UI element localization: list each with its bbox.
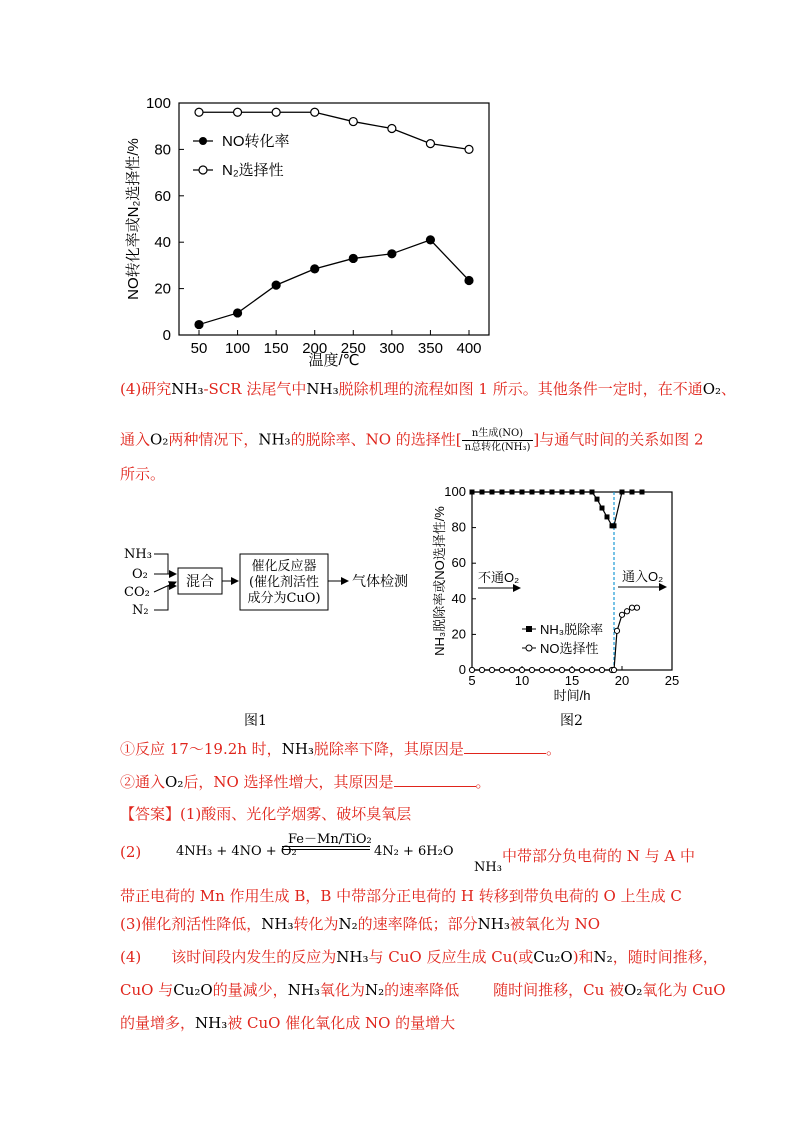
- chart2-point: [470, 490, 475, 495]
- answer-4-line2: [120, 979, 726, 1000]
- chart2-point: [479, 667, 484, 672]
- text-span: )和: [572, 948, 594, 966]
- text-span: 被氧化为 NO: [509, 915, 601, 933]
- text-span: (4): [120, 948, 142, 966]
- chart2-xtick-label: 15: [564, 673, 580, 688]
- chart2-point: [550, 490, 555, 495]
- chart2-series-line: [472, 492, 642, 526]
- chart1-xtick-label: 50: [190, 340, 208, 357]
- answer-blank[interactable]: [394, 774, 476, 787]
- formula-n2: N₂: [593, 948, 613, 966]
- chart2-point: [605, 514, 610, 519]
- conversion-selectivity-chart: [110, 90, 500, 375]
- paragraph-4-line2: [120, 427, 704, 454]
- reaction-equation: [176, 830, 454, 870]
- chart2-ytick-label: 0: [458, 662, 466, 677]
- fraction-numerator: n生成(NO): [462, 427, 534, 441]
- chart2-point: [490, 490, 495, 495]
- chart2-point: [600, 506, 605, 511]
- paragraph-4-line3: 所示。: [120, 465, 166, 483]
- chart1-point: [311, 265, 319, 273]
- chart2-point: [590, 490, 595, 495]
- chart2-point: [629, 605, 634, 610]
- legend-label-no-conversion: NO转化率: [222, 133, 290, 150]
- text-span: 两种情况下，: [168, 430, 259, 449]
- formula-o2: O₂: [150, 430, 169, 449]
- text-span: ②通入: [120, 773, 166, 791]
- text-span: (4)研究: [120, 380, 172, 398]
- formula-nh3: NH₃: [281, 740, 314, 758]
- formula-nh3: NH₃: [474, 860, 502, 875]
- chart2-point: [624, 609, 629, 614]
- chart1-ytick-label: 20: [154, 280, 171, 298]
- flow-diagram: [110, 530, 430, 640]
- chart1-point: [349, 118, 357, 126]
- legend-marker-no: [199, 137, 207, 145]
- chart2-xlabel: 时间/h: [553, 688, 591, 703]
- chart2-point: [529, 667, 534, 672]
- text-span: 脱除率下降，其原因是: [313, 740, 464, 758]
- fraction-denominator: n总转化(NH₃): [464, 442, 531, 453]
- chart1-ytick-label: 40: [154, 234, 171, 252]
- chart1-point: [388, 250, 396, 258]
- answer-2-label: (2): [120, 843, 142, 861]
- reactor-label-1: 催化反应器: [251, 559, 317, 574]
- chart1-point: [426, 140, 434, 148]
- chart2-point: [569, 667, 574, 672]
- formula-nh3: NH₃: [258, 430, 291, 449]
- chart2-point: [540, 490, 545, 495]
- answer-3: [120, 913, 600, 934]
- answer-2-line1: [474, 845, 695, 875]
- annotation-with-o2: 通入O₂: [622, 569, 664, 584]
- text-span: 的量增多，: [120, 1014, 196, 1032]
- text-span: 。: [475, 773, 491, 791]
- text-span: 与 CuO 反应生成 Cu(或: [368, 948, 534, 966]
- detection-label: 气体检测: [352, 574, 408, 590]
- text-span: 、: [721, 380, 737, 398]
- reactor-label-3: 成分为CuO): [247, 591, 321, 606]
- chart2-point: [509, 667, 514, 672]
- question-1: [120, 738, 561, 759]
- text-span: 的脱除率、NO 的选择性[: [290, 430, 462, 449]
- chart2-point: [510, 490, 515, 495]
- chart2-point: [549, 667, 554, 672]
- equation-condition: Fe－Mn/TiO₂: [288, 832, 372, 847]
- chart2-point: [634, 605, 639, 610]
- chart1-point: [465, 276, 473, 284]
- chart2-point: [614, 628, 619, 633]
- text-span: 后，NO 选择性增大，其原因是: [183, 773, 394, 791]
- legend2-label-no: NO选择性: [540, 641, 599, 656]
- chart1-svg: [110, 90, 500, 375]
- chart2-point: [589, 667, 594, 672]
- chart1-point: [195, 108, 203, 116]
- chart2-point: [595, 497, 600, 502]
- chart1-ytick-label: 100: [145, 95, 171, 112]
- chart1-point: [388, 125, 396, 133]
- text-span: ，随时间推移，: [612, 948, 718, 966]
- formula-o2: O₂: [702, 380, 722, 398]
- chart2-xtick-label: 25: [664, 673, 680, 688]
- arrow-co2: [154, 582, 176, 592]
- chart2-point: [559, 667, 564, 672]
- text-span: (3)催化剂活性降低，: [120, 915, 262, 933]
- text-span: 。: [545, 740, 561, 758]
- removal-selectivity-chart: [430, 482, 690, 730]
- chart2-point: [500, 490, 505, 495]
- legend2-marker-no: [526, 645, 532, 651]
- equation-reactants: 4NH₃ + 4NO + O₂: [176, 844, 297, 859]
- chart2-ytick-label: 40: [451, 590, 466, 606]
- equation-products: 4N₂ + 6H₂O: [374, 844, 454, 859]
- paragraph-4-line1: [120, 378, 736, 399]
- text-span: 的量减少，: [212, 981, 288, 999]
- formula-nh3: NH₃: [195, 1014, 228, 1032]
- chart2-ytick-label: 60: [451, 555, 466, 571]
- text-span: CuO 与: [120, 981, 174, 999]
- formula-cu2o: Cu₂O: [533, 948, 573, 966]
- chart2-series-line: [472, 608, 637, 670]
- text-span: 随时间推移，Cu 被: [493, 981, 625, 999]
- text-span: 中带部分负电荷的 N 与 A 中: [501, 847, 695, 865]
- chart1-point: [426, 236, 434, 244]
- text-span: 被 CuO 催化氧化成 NO 的量增大: [227, 1014, 456, 1032]
- formula-n2: N₂: [338, 915, 358, 933]
- flow-diagram-svg: [110, 530, 430, 640]
- formula-o2: O₂: [165, 773, 184, 791]
- text-span: 脱除机理的流程如图 1 所示。其他条件一定时，在不通: [338, 380, 703, 398]
- text-span: 氧化为: [319, 981, 365, 999]
- formula-nh3: NH₃: [336, 948, 369, 966]
- chart1-point: [311, 108, 319, 116]
- formula-cu2o: Cu₂O: [173, 981, 213, 999]
- text-span: 的速率降低；部分: [357, 915, 478, 933]
- chart1-xtick-label: 400: [456, 340, 482, 357]
- chart2-point: [469, 667, 474, 672]
- chart2-point: [611, 667, 616, 672]
- selectivity-fraction: [462, 427, 534, 454]
- formula-nh3: NH₃: [171, 380, 204, 398]
- chart2-point: [599, 667, 604, 672]
- text-span: -SCR 法尾气中: [203, 380, 307, 398]
- chart2-point: [519, 667, 524, 672]
- chart2-point: [530, 490, 535, 495]
- chart1-xtick-label: 200: [302, 340, 328, 357]
- chart1-point: [234, 108, 242, 116]
- legend-marker-n2: [199, 166, 207, 174]
- annotation-no-o2: 不通O₂: [478, 570, 520, 585]
- formula-o2: O₂: [624, 981, 643, 999]
- chart2-ytick-label: 100: [444, 484, 466, 499]
- chart2-point: [480, 490, 485, 495]
- chart2-point: [619, 612, 624, 617]
- chart1-ytick-label: 60: [154, 187, 171, 205]
- text-span: 转化为: [293, 915, 339, 933]
- chart2-ytick-label: 20: [451, 626, 466, 642]
- answer-4-line1: [120, 946, 718, 967]
- answer-4-line3: [120, 1012, 455, 1033]
- text-span: ①反应 17～19.2h 时，: [120, 740, 282, 758]
- chart2-point: [640, 490, 645, 495]
- chart2-point: [570, 490, 575, 495]
- chart2-xtick-label: 5: [468, 673, 476, 688]
- formula-nh3: NH₃: [261, 915, 294, 933]
- chart1-point: [195, 321, 203, 329]
- chart1-ylabel: NO转化率或N₂选择性/%: [125, 138, 142, 300]
- legend-label-n2-selectivity: N₂选择性: [222, 162, 284, 179]
- answer-2-line2: 带正电荷的 Mn 作用生成 B，B 中带部分正电荷的 H 转移到带负电荷的 O 上生成 C: [120, 887, 682, 905]
- chart1-xtick-label: 300: [379, 340, 405, 357]
- chart1-xlabel: 温度/℃: [308, 352, 360, 369]
- chart1-point: [349, 254, 357, 262]
- answer-blank[interactable]: [464, 741, 546, 754]
- text-span: 的速率降低: [384, 981, 460, 999]
- chart2-svg: [430, 482, 690, 730]
- chart2-point: [620, 490, 625, 495]
- arrow-nh3: [154, 554, 176, 574]
- legend2-marker-nh3: [526, 626, 532, 632]
- chart2-point: [489, 667, 494, 672]
- text-span: 该时间段内发生的反应为: [171, 948, 337, 966]
- chart2-xtick-label: 10: [514, 673, 530, 688]
- mix-label: 混合: [186, 574, 214, 590]
- formula-nh3: NH₃: [287, 981, 320, 999]
- chart2-point: [499, 667, 504, 672]
- answer-1: 【答案】(1)酸雨、光化学烟雾、破坏臭氧层: [120, 805, 412, 823]
- equation-bar: [282, 846, 370, 850]
- chart1-point: [465, 145, 473, 153]
- input-n2: N₂: [132, 603, 149, 618]
- chart2-ylabel: NH₃脱除率或NO选择性/%: [432, 506, 447, 656]
- reactor-label-2: (催化剂活性: [248, 575, 320, 590]
- chart1-xtick-label: 250: [340, 340, 366, 357]
- chart1-point: [272, 281, 280, 289]
- chart2-xtick-label: 20: [614, 673, 630, 688]
- chart1-xtick-label: 100: [225, 340, 251, 357]
- chart2-point: [630, 490, 635, 495]
- chart1-point: [272, 108, 280, 116]
- chart2-point: [539, 667, 544, 672]
- formula-nh3: NH₃: [477, 915, 510, 933]
- chart2-point: [612, 523, 617, 528]
- chart2-ytick-label: 80: [451, 519, 466, 535]
- chart1-xtick-label: 350: [417, 340, 443, 357]
- chart2-point: [579, 667, 584, 672]
- formula-n2: N₂: [364, 981, 385, 999]
- text-span: ]与通气时间的关系如图 2: [533, 430, 704, 449]
- text-span: 通入: [120, 430, 151, 449]
- chart1-point: [234, 309, 242, 317]
- text-span: 氧化为 CuO: [642, 981, 726, 999]
- chart1-xtick-label: 150: [263, 340, 289, 357]
- formula-nh3: NH₃: [306, 380, 339, 398]
- input-co2: CO₂: [124, 585, 150, 600]
- chart2-point: [520, 490, 525, 495]
- arrow-n2: [154, 586, 176, 610]
- figure2-caption: 图2: [560, 713, 583, 729]
- figure1-caption: 图1: [244, 713, 267, 729]
- legend2-label-nh3: NH₃脱除率: [540, 622, 604, 637]
- chart1-ytick-label: 80: [154, 141, 171, 159]
- chart2-point: [560, 490, 565, 495]
- chart1-ytick-label: 0: [162, 327, 171, 344]
- question-2: [120, 771, 491, 792]
- input-o2: O₂: [132, 567, 148, 582]
- input-nh3: NH₃: [124, 547, 152, 562]
- chart2-point: [580, 490, 585, 495]
